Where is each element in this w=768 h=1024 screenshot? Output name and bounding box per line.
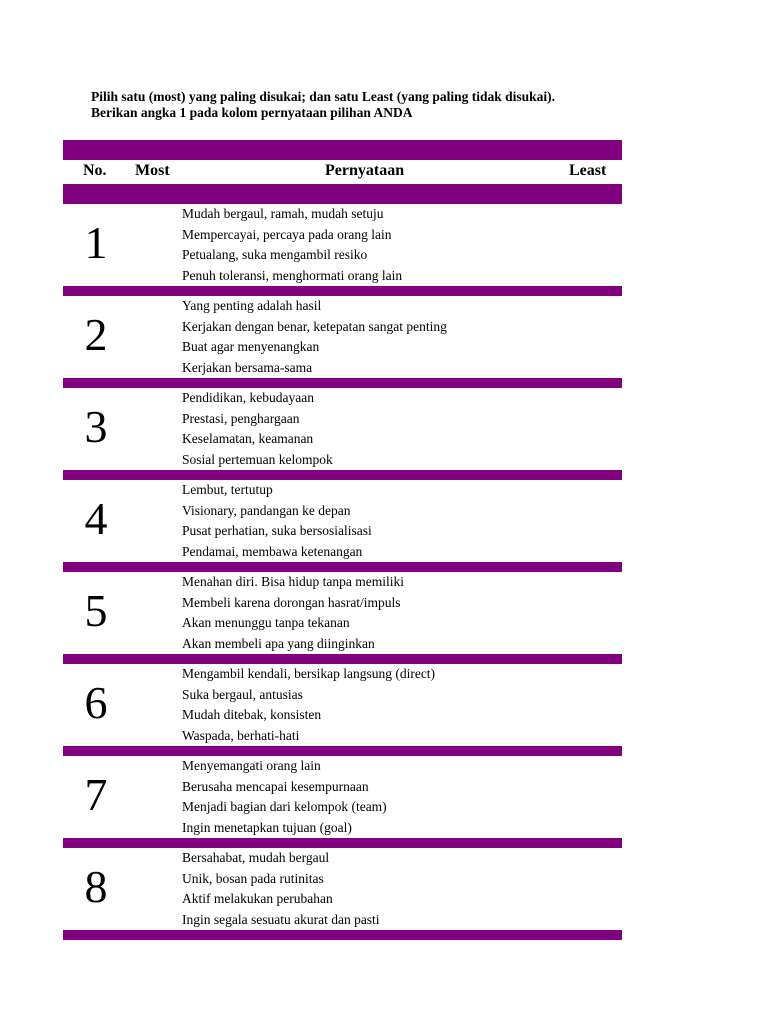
statement-list: [182, 756, 387, 838]
statement-item: Menahan diri. Bisa hidup tanpa memiliki: [182, 574, 404, 589]
header-least: Least: [569, 162, 607, 179]
group-number: 7: [84, 769, 108, 820]
statement-item: Membeli karena dorongan hasrat/impuls: [182, 594, 401, 610]
group-separator-bar: [63, 286, 622, 296]
disc-table: [63, 140, 622, 940]
statement-item: Sosial pertemuan kelompok: [182, 451, 333, 467]
group-separator-bar: [63, 562, 622, 572]
statement-list: [182, 664, 435, 746]
statement-group: [63, 480, 622, 562]
instruction-line-2: Berikan angka 1 pada kolom pernyataan pilihan ANDA: [91, 105, 413, 120]
statement-item: Prestasi, penghargaan: [182, 410, 300, 426]
statement-item: Waspada, berhati-hati: [182, 727, 300, 743]
statement-item: Keselamatan, keamanan: [182, 431, 314, 446]
header-statement: Pernyataan: [325, 162, 405, 179]
statement-item: Unik, bosan pada rutinitas: [182, 870, 324, 886]
group-separator-bar: [63, 746, 622, 756]
group-number: 8: [84, 861, 108, 912]
statement-item: Kerjakan bersama-sama: [182, 359, 313, 375]
table-header: [63, 160, 622, 184]
statement-item: Akan menunggu tanpa tekanan: [182, 615, 350, 630]
statement-item: Pendamai, membawa ketenangan: [182, 543, 363, 559]
statement-item: Pendidikan, kebudayaan: [182, 390, 314, 405]
statement-list: [182, 848, 380, 930]
group-separator-bar: [63, 378, 622, 388]
statement-item: Mudah ditebak, konsisten: [182, 707, 322, 722]
statement-item: Mempercayai, percaya pada orang lain: [182, 226, 392, 242]
statement-item: Petualang, suka mengambil resiko: [182, 247, 368, 262]
statement-group: [63, 296, 622, 378]
instructions: [91, 89, 691, 121]
statement-item: Bersahabat, mudah bergaul: [182, 850, 330, 865]
group-separator-bar: [63, 470, 622, 480]
group-number: 5: [84, 585, 108, 636]
statement-item: Pusat perhatian, suka bersosialisasi: [182, 523, 372, 538]
statement-item: Visionary, pandangan ke depan: [182, 502, 351, 518]
statement-item: Mengambil kendali, bersikap langsung (direct): [182, 666, 436, 681]
group-number: 4: [84, 493, 108, 544]
instruction-line-1: Pilih satu (most) yang paling disukai; dan satu Least (yang paling tidak disukai).: [91, 89, 556, 104]
statement-group: [63, 204, 622, 286]
group-separator-bar: [63, 930, 622, 940]
statement-item: Lembut, tertutup: [182, 482, 273, 497]
statement-list: [182, 572, 404, 654]
statement-group: [63, 756, 622, 838]
statement-groups: [63, 204, 622, 940]
statement-item: Kerjakan dengan benar, ketepatan sangat penting: [182, 318, 447, 334]
statement-group: [63, 848, 622, 930]
statement-item: Penuh toleransi, menghormati orang lain: [182, 267, 403, 283]
statement-list: [182, 388, 333, 470]
statement-item: Akan membeli apa yang diinginkan: [182, 635, 375, 651]
statement-item: Menyemangati orang lain: [182, 758, 321, 773]
statement-item: Berusaha mencapai kesempurnaan: [182, 778, 369, 794]
statement-list: [182, 296, 447, 378]
group-number: 1: [84, 217, 108, 268]
group-number: 3: [84, 401, 108, 452]
statement-item: Suka bergaul, antusias: [182, 686, 303, 702]
header-no: No.: [83, 162, 107, 179]
statement-group: [63, 572, 622, 654]
statement-item: Ingin menetapkan tujuan (goal): [182, 819, 352, 835]
statement-item: Yang penting adalah hasil: [182, 298, 322, 313]
statement-item: Mudah bergaul, ramah, mudah setuju: [182, 206, 384, 221]
statement-list: [182, 204, 402, 286]
group-separator-bar: [63, 654, 622, 664]
statement-item: Menjadi bagian dari kelompok (team): [182, 799, 387, 814]
header-most: Most: [135, 162, 170, 179]
statement-item: Aktif melakukan perubahan: [182, 891, 333, 906]
statement-group: [63, 664, 622, 746]
header-bottom-bar: [63, 184, 622, 204]
statement-list: [182, 480, 372, 562]
group-number: 6: [84, 677, 108, 728]
statement-item: Buat agar menyenangkan: [182, 339, 320, 354]
group-number: 2: [84, 309, 108, 360]
statement-item: Ingin segala sesuatu akurat dan pasti: [182, 911, 380, 927]
header-top-bar: [63, 140, 622, 160]
group-separator-bar: [63, 838, 622, 848]
statement-group: [63, 388, 622, 470]
